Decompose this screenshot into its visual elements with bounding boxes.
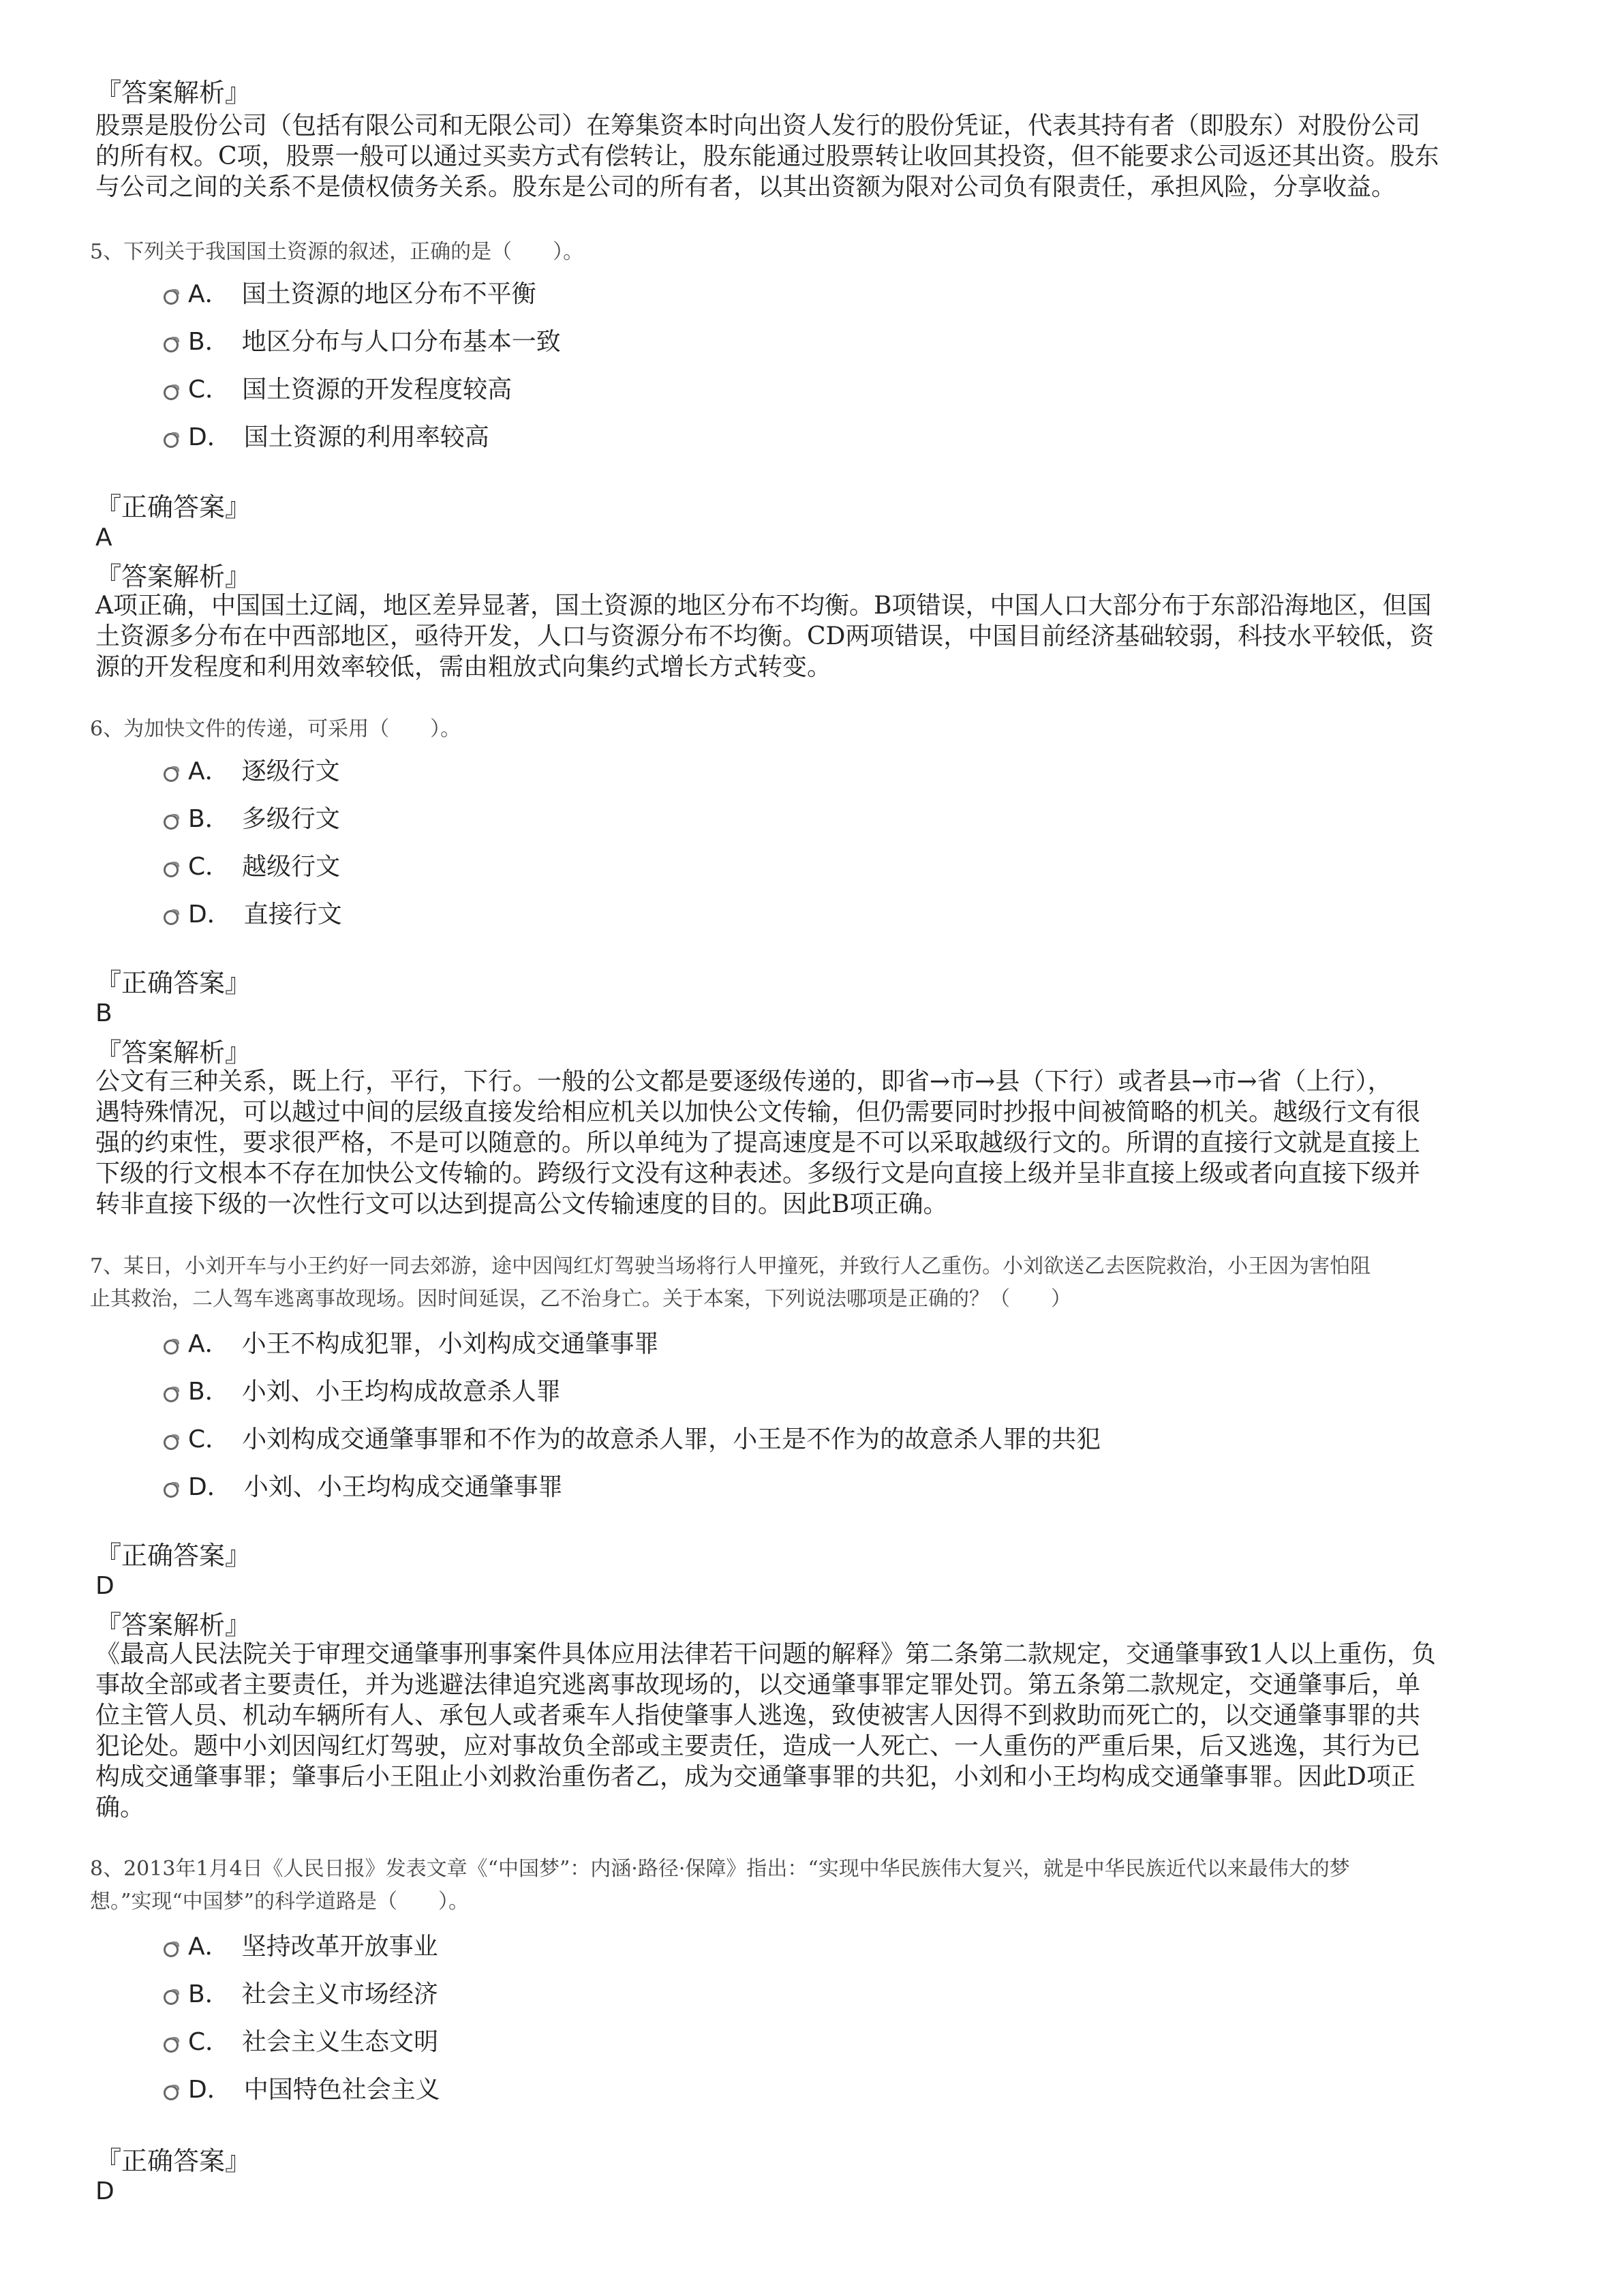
q7-answer-label: 『正确答案』	[95, 1541, 251, 1571]
analysis-line: 构成交通肇事罪；肇事后小王阻止小刘救治重伤者乙，成为交通肇事罪的共犯，小刘和小王均构成交通肇事罪。因此D项正	[95, 1763, 1416, 1791]
question-line: 5、下列关于我国国土资源的叙述，正确的是（ ）。	[90, 240, 584, 264]
question-line: 想。”实现“中国梦”的科学道路是（ ）。	[90, 1890, 470, 1914]
q8-answer-label: 『正确答案』	[95, 2146, 251, 2176]
option-letter: A．	[188, 280, 230, 308]
q7-analysis	[95, 1639, 1527, 1823]
q7-option-b[interactable]	[164, 1370, 561, 1408]
radio-icon[interactable]	[164, 337, 179, 352]
radio-icon[interactable]	[164, 767, 179, 782]
option-text: 直接行文	[243, 900, 342, 928]
option-letter: D．	[188, 1472, 232, 1501]
analysis-line: 公文有三种关系，既上行，平行，下行。一般的公文都是要逐级传递的，即省→市→县（下行）或者县→市→省（上行），	[95, 1068, 1392, 1096]
q5-option-d[interactable]	[164, 416, 489, 454]
option-text: 国土资源的地区分布不平衡	[241, 280, 536, 308]
q7-option-c[interactable]	[164, 1418, 1101, 1456]
option-text: 小刘、小王均构成故意杀人罪	[241, 1377, 561, 1406]
q8-option-c[interactable]	[164, 2021, 438, 2059]
q6-analysis	[95, 1066, 1527, 1220]
q5-option-c[interactable]	[164, 368, 512, 406]
option-text: 小王不构成犯罪，小刘构成交通肇事罪	[241, 1329, 659, 1358]
question-line: 6、为加快文件的传递，可采用（ ）。	[90, 717, 461, 741]
q5-option-a[interactable]	[164, 273, 536, 311]
analysis-line: 强的约束性，要求很严格，不是可以随意的。所以单纯为了提高速度是不可以采取越级行文的。所谓的直接行文就是直接上	[95, 1129, 1421, 1157]
question-line: 7、某日，小刘开车与小王约好一同去郊游，途中因闯红灯驾驶当场将行人甲撞死，并致行人乙重伤。小刘欲送乙去医院救治，小王因为害怕阻	[90, 1254, 1371, 1278]
option-text: 国土资源的利用率较高	[243, 423, 489, 451]
q6-option-d[interactable]	[164, 893, 342, 931]
radio-icon[interactable]	[164, 290, 179, 305]
radio-icon[interactable]	[164, 1483, 179, 1498]
q6-analysis-label: 『答案解析』	[95, 1038, 251, 1068]
option-letter: C．	[188, 375, 230, 404]
q4-analysis	[95, 110, 1527, 202]
q7-option-d[interactable]	[164, 1466, 563, 1504]
option-letter: A．	[188, 1932, 230, 1961]
q7-answer: D	[95, 1572, 114, 1600]
q5-answer: A	[95, 524, 112, 552]
analysis-line: 位主管人员、机动车辆所有人、承包人或者乘车人指使肇事人逃逸，致使被害人因得不到救助而死亡的，以交通肇事罪的共	[95, 1702, 1421, 1729]
q8-option-a[interactable]	[164, 1925, 438, 1963]
q5-answer-label: 『正确答案』	[95, 492, 251, 522]
radio-icon[interactable]	[164, 1435, 179, 1450]
analysis-line: A项正确，中国国土辽阔，地区差异显著，国土资源的地区分布不均衡。B项错误，中国人口大部分布于东部沿海地区，但国	[95, 592, 1432, 620]
analysis-line: 下级的行文根本不存在加快公文传输的。跨级行文没有这种表述。多级行文是向直接上级并呈非直接上级或者向直接下级并	[95, 1160, 1421, 1188]
analysis-line: 事故全部或者主要责任，并为逃避法律追究逃离事故现场的，以交通肇事罪定罪处罚。第五条第二款规定，交通肇事后，单	[95, 1671, 1421, 1699]
option-letter: C．	[188, 1425, 230, 1453]
option-text: 社会主义生态文明	[242, 2027, 439, 2056]
q7-analysis-label: 『答案解析』	[95, 1610, 251, 1640]
analysis-line: 确。	[95, 1794, 145, 1822]
radio-icon[interactable]	[164, 2085, 179, 2100]
option-letter: D．	[188, 2075, 232, 2104]
option-letter: B．	[188, 804, 230, 833]
radio-icon[interactable]	[164, 2038, 179, 2053]
q4-analysis-label: 『答案解析』	[95, 78, 251, 108]
analysis-line: 遇特殊情况，可以越过中间的层级直接发给相应机关以加快公文传输，但仍需要同时抄报中间被简略的机关。越级行文有很	[95, 1098, 1421, 1126]
q6-option-b[interactable]	[164, 798, 340, 836]
radio-icon[interactable]	[164, 1942, 179, 1957]
analysis-line: 与公司之间的关系不是债权债务关系。股东是公司的所有者，以其出资额为限对公司负有限责任，承担风险，分享收益。	[95, 173, 1396, 201]
q6-question	[90, 713, 1535, 746]
q5-analysis	[95, 590, 1527, 682]
analysis-line: 股票是股份公司（包括有限公司和无限公司）在筹集资本时向出资人发行的股份凭证，代表其持有者（即股东）对股份公司	[95, 112, 1421, 140]
radio-icon[interactable]	[164, 433, 179, 448]
q8-option-b[interactable]	[164, 1973, 438, 2011]
radio-icon[interactable]	[164, 910, 179, 925]
question-line: 8、2013年1月4日《人民日报》发表文章《“中国梦”：内涵·路径·保障》指出：“实现中华民族伟大复兴，就是中华民族近代以来最伟大的梦	[90, 1857, 1350, 1881]
option-letter: D．	[188, 423, 232, 451]
analysis-line: 转非直接下级的一次性行文可以达到提高公文传输速度的目的。因此B项正确。	[95, 1190, 948, 1218]
q6-option-c[interactable]	[164, 845, 340, 883]
option-letter: D．	[188, 900, 232, 928]
option-text: 越级行文	[242, 852, 341, 881]
radio-icon[interactable]	[164, 1340, 179, 1355]
q5-analysis-label: 『答案解析』	[95, 562, 251, 592]
question-line: 止其救治，二人驾车逃离事故现场。因时间延误，乙不治身亡。关于本案，下列说法哪项是正确的？（ ）	[90, 1287, 1071, 1311]
analysis-line: 犯论处。题中小刘因闯红灯驾驶，应对事故负全部或主要责任，造成一人死亡、一人重伤的严重后果，后又逃逸，其行为已	[95, 1732, 1421, 1760]
q6-answer-label: 『正确答案』	[95, 968, 251, 998]
option-letter: B．	[188, 1377, 230, 1406]
option-letter: C．	[188, 852, 230, 881]
radio-icon[interactable]	[164, 815, 179, 830]
radio-icon[interactable]	[164, 1387, 179, 1402]
q8-option-d[interactable]	[164, 2068, 440, 2106]
option-text: 地区分布与人口分布基本一致	[241, 327, 561, 356]
option-text: 逐级行文	[241, 757, 340, 785]
q8-question	[90, 1853, 1535, 1918]
option-text: 国土资源的开发程度较高	[242, 375, 512, 404]
q6-option-a[interactable]	[164, 750, 340, 788]
q5-question	[90, 236, 1535, 269]
radio-icon[interactable]	[164, 1990, 179, 2005]
q5-option-b[interactable]	[164, 320, 561, 359]
option-letter: A．	[188, 1329, 230, 1358]
option-text: 社会主义市场经济	[241, 1980, 438, 2008]
option-letter: A．	[188, 757, 230, 785]
q7-option-a[interactable]	[164, 1323, 659, 1361]
radio-icon[interactable]	[164, 862, 179, 877]
option-text: 坚持改革开放事业	[241, 1932, 438, 1961]
option-letter: B．	[188, 1980, 230, 2008]
option-letter: C．	[188, 2027, 230, 2056]
option-text: 中国特色社会主义	[243, 2075, 440, 2104]
q8-answer: D	[95, 2177, 114, 2205]
analysis-line: 土资源多分布在中西部地区，亟待开发，人口与资源分布不均衡。CD两项错误，中国目前经济基础较弱，科技水平较低，资	[95, 622, 1435, 650]
option-letter: B．	[188, 327, 230, 356]
option-text: 小刘、小王均构成交通肇事罪	[243, 1472, 563, 1501]
option-text: 多级行文	[241, 804, 340, 833]
option-text: 小刘构成交通肇事罪和不作为的故意杀人罪，小王是不作为的故意杀人罪的共犯	[242, 1425, 1101, 1453]
radio-icon[interactable]	[164, 385, 179, 400]
q7-question	[90, 1250, 1535, 1316]
analysis-line: 的所有权。C项，股票一般可以通过买卖方式有偿转让，股东能通过股票转让收回其投资，但不能要求公司返还其出资。股东	[95, 142, 1439, 170]
q6-answer: B	[95, 999, 112, 1027]
analysis-line: 源的开发程度和利用效率较低，需由粗放式向集约式增长方式转变。	[95, 653, 832, 681]
analysis-line: 《最高人民法院关于审理交通肇事刑事案件具体应用法律若干问题的解释》第二条第二款规定，交通肇事致1人以上重伤，负	[95, 1640, 1436, 1668]
